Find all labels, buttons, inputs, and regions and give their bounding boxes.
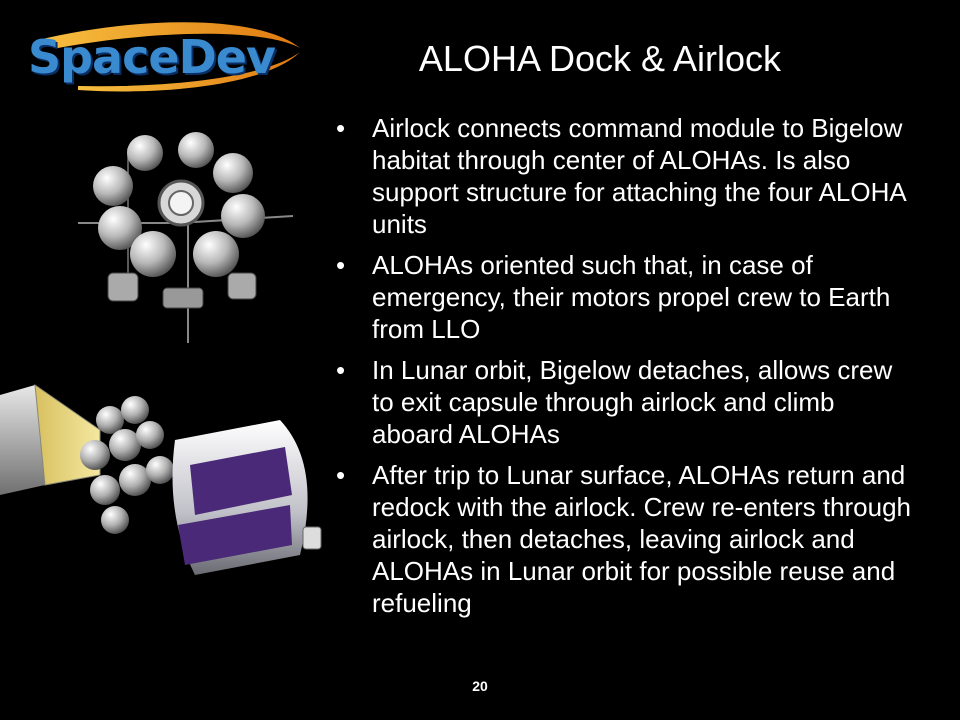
page-number: 20 <box>472 678 488 694</box>
bullet-text: ALOHAs oriented such that, in case of emergency, their motors propel crew to Earth from LLO <box>372 250 891 344</box>
logo-text: SpaceDev <box>28 30 275 84</box>
bullet-text: In Lunar orbit, Bigelow detaches, allows crew to exit capsule through airlock and climb aboard ALOHAs <box>372 355 893 449</box>
bullet-item <box>336 249 916 345</box>
bullet-marker: • <box>336 355 346 385</box>
spacedev-logo <box>18 18 303 98</box>
habitat-stack-illustration <box>0 375 330 585</box>
bullet-text: After trip to Lunar surface, ALOHAs return and redock with the airlock. Crew re-enters through airlock, then detaches, leaving airlock and ALOHAs in Lunar orbit for possible reuse and refueling <box>372 460 912 618</box>
bullet-list <box>336 112 916 628</box>
aloha-cluster-illustration <box>68 128 308 348</box>
bullet-item <box>336 354 916 450</box>
bullet-item <box>336 459 916 619</box>
bullet-marker: • <box>336 460 346 490</box>
bullet-item <box>336 112 916 240</box>
bullet-text: Airlock connects command module to Bigelow habitat through center of ALOHAs. Is also support structure for attaching the four ALOHA units <box>372 113 906 239</box>
bullet-marker: • <box>336 113 346 143</box>
bullet-marker: • <box>336 250 346 280</box>
slide-title: ALOHA Dock & Airlock <box>418 38 782 79</box>
